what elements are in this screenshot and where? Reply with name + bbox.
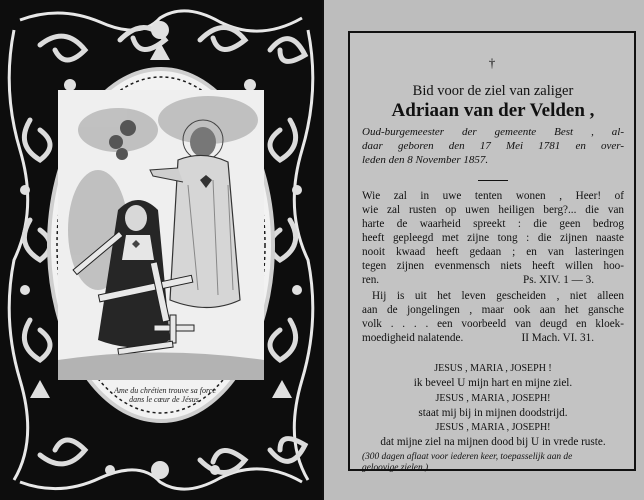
cross-icon: † — [488, 55, 496, 70]
bio-line: daar geboren den 17 Mei 1781 en over- — [362, 140, 624, 152]
prayer-line: JESUS , MARIA , JOSEPH! — [435, 393, 551, 404]
psalm-last-line: ren. — [362, 274, 380, 286]
psalm-line: Wie zal in uwe tenten wonen , Heer! of — [362, 190, 624, 202]
psalm-line: heeft gepleegd met zijne tong : die zijnen naaste — [362, 232, 624, 244]
mach-last-line: moedigheid nalatende. — [362, 332, 464, 344]
prayer-line: staat mij bij in mijnen doodstrijd. — [418, 407, 568, 419]
bio-line: leden den 8 November 1857. — [362, 154, 489, 166]
indulgence-line: (300 dagen aflaat voor iederen keer, toepasselijk aan de — [362, 452, 573, 462]
prayer-line: dat mijne ziel na mijnen dood bij U in vrede ruste. — [380, 436, 606, 448]
psalm-line: tegen zijnen evenmensch niets heeft willen hoo- — [362, 260, 624, 272]
mach-line: aan de jongelingen , maar ook aan het gansche — [362, 304, 624, 316]
mach-line — [362, 332, 624, 344]
prayer-line: JESUS , MARIA , JOSEPH ! — [434, 363, 552, 374]
psalm-line — [362, 274, 624, 286]
prayer-header: Bid voor de ziel van zaliger — [412, 83, 574, 99]
psalm-reference: Ps. XIV. 1 — 3. — [523, 274, 594, 286]
engraving-scene — [58, 90, 264, 380]
bio-line: Oud-burgemeester der gemeente Best , al- — [362, 126, 624, 138]
deceased-name: Adriaan van der Velden , — [391, 100, 595, 121]
prayer-line: ik beveel U mijn hart en mijne ziel. — [413, 377, 573, 389]
mach-line: Hij is uit het leven gescheiden , niet alleen — [372, 290, 624, 302]
psalm-line: wie zal rusten op uwen heiligen berg?... die van — [362, 204, 624, 216]
psalm-line: nooit kwaad heeft gedaan ; en van lasteringen — [362, 246, 624, 258]
mach-line: volk . . . . een voorbeeld van deugd en kloek- — [362, 318, 624, 330]
image-caption-line-2: dans le cœur de Jésus. — [129, 395, 201, 404]
image-caption-line-1: Ame du chrétien trouve sa force — [114, 386, 216, 395]
text-frame — [348, 31, 636, 471]
prayer-line: JESUS , MARIA , JOSEPH! — [435, 422, 551, 433]
psalm-line: harte de waarheid spreekt : die geen bedrog — [362, 218, 624, 230]
mach-reference: II Mach. VI. 31. — [521, 332, 594, 344]
divider — [478, 180, 508, 181]
indulgence-line: geloovige zielen.) — [362, 463, 429, 473]
memorial-text-panel — [324, 0, 644, 500]
